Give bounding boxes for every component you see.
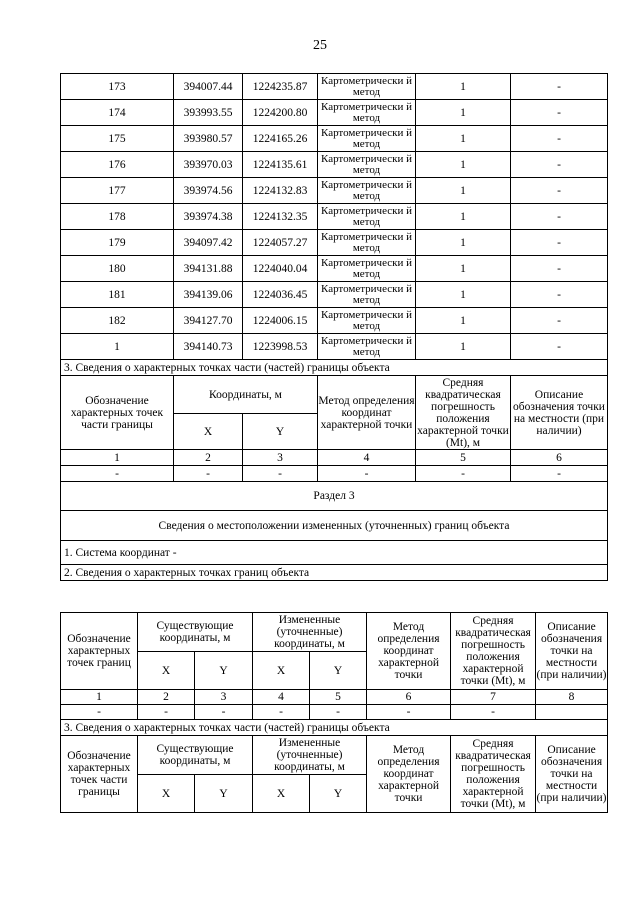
header-accuracy: Средняя квадратическая погрешность положения характерной точки (Mt), м xyxy=(451,736,536,813)
method-cell: Картометрически й метод xyxy=(318,126,416,152)
part-points-section xyxy=(61,360,608,581)
header-description: Описание обозначения точки на местности (при наличии) xyxy=(536,736,608,813)
column-number: 6 xyxy=(367,690,451,705)
empty-cell xyxy=(536,705,608,720)
method-cell: Картометрически й метод xyxy=(318,152,416,178)
coord-x-cell: 393980.57 xyxy=(174,126,243,152)
part-points-title: 3. Сведения о характерных точках части (частей) границы объекта xyxy=(61,360,608,376)
method-cell: Картометрически й метод xyxy=(318,204,416,230)
section-heading: Раздел 3 xyxy=(61,482,608,511)
method-cell: Картометрически й метод xyxy=(318,334,416,360)
point-number-cell: 173 xyxy=(61,74,174,100)
coordinates-table xyxy=(60,73,608,581)
coord-x-cell: 393970.03 xyxy=(174,152,243,178)
header-method: Метод определения координат характерной точки xyxy=(367,736,451,813)
point-number-cell: 181 xyxy=(61,282,174,308)
description-cell: - xyxy=(511,152,608,178)
point-number-cell: 174 xyxy=(61,100,174,126)
empty-cell: - xyxy=(174,466,243,482)
description-cell: - xyxy=(511,126,608,152)
description-cell: - xyxy=(511,256,608,282)
description-cell: - xyxy=(511,230,608,256)
method-cell: Картометрически й метод xyxy=(318,282,416,308)
coord-y-cell: 1224165.26 xyxy=(243,126,318,152)
coord-x-cell: 394139.06 xyxy=(174,282,243,308)
description-cell: - xyxy=(511,178,608,204)
coord-y-cell: 1223998.53 xyxy=(243,334,318,360)
description-cell: - xyxy=(511,74,608,100)
empty-cell: - xyxy=(61,705,138,720)
accuracy-cell: 1 xyxy=(416,230,511,256)
table-row xyxy=(61,204,608,230)
table-row xyxy=(61,308,608,334)
column-numbers-row xyxy=(61,450,608,466)
coord-y-cell: 1224036.45 xyxy=(243,282,318,308)
header-x: X xyxy=(253,775,310,813)
accuracy-cell: 1 xyxy=(416,100,511,126)
boundary-points-title: 2. Сведения о характерных точках границ объекта xyxy=(61,565,608,581)
accuracy-cell: 1 xyxy=(416,308,511,334)
coord-y-cell: 1224132.35 xyxy=(243,204,318,230)
column-number: 5 xyxy=(310,690,367,705)
table-row xyxy=(61,334,608,360)
table-row xyxy=(61,74,608,100)
point-number-cell: 1 xyxy=(61,334,174,360)
header-accuracy: Средняя квадратическая погрешность положения характерной точки (Mt), м xyxy=(451,613,536,690)
header-y: Y xyxy=(195,775,253,813)
coord-y-cell: 1224006.15 xyxy=(243,308,318,334)
accuracy-cell: 1 xyxy=(416,178,511,204)
method-cell: Картометрически й метод xyxy=(318,178,416,204)
part-points-title: 3. Сведения о характерных точках части (частей) границы объекта xyxy=(61,720,608,736)
header-coordinates: Координаты, м xyxy=(174,376,318,414)
empty-cell: - xyxy=(318,466,416,482)
header-y: Y xyxy=(195,652,253,690)
column-number: 2 xyxy=(174,450,243,466)
accuracy-cell: 1 xyxy=(416,74,511,100)
column-number: 1 xyxy=(61,690,138,705)
point-number-cell: 180 xyxy=(61,256,174,282)
header-changed-coordinates: Измененные (уточненные) координаты, м xyxy=(253,613,367,652)
description-cell: - xyxy=(511,204,608,230)
column-number: 5 xyxy=(416,450,511,466)
header-method: Метод определения координат характерной точки xyxy=(367,613,451,690)
accuracy-cell: 1 xyxy=(416,126,511,152)
empty-cell: - xyxy=(243,466,318,482)
empty-cell: - xyxy=(451,705,536,720)
column-number: 4 xyxy=(253,690,310,705)
method-cell: Картометрически й метод xyxy=(318,308,416,334)
method-cell: Картометрически й метод xyxy=(318,256,416,282)
coord-x-cell: 394007.44 xyxy=(174,74,243,100)
point-number-cell: 177 xyxy=(61,178,174,204)
boundary-points-table xyxy=(60,612,608,813)
empty-cell: - xyxy=(138,705,195,720)
empty-cell: - xyxy=(367,705,451,720)
point-number-cell: 182 xyxy=(61,308,174,334)
method-cell: Картометрически й метод xyxy=(318,74,416,100)
coord-x-cell: 394131.88 xyxy=(174,256,243,282)
header-description: Описание обозначения точки на местности (при наличии) xyxy=(511,376,608,450)
column-number: 3 xyxy=(243,450,318,466)
page-number: 25 xyxy=(313,38,327,53)
accuracy-cell: 1 xyxy=(416,256,511,282)
header-x: X xyxy=(174,414,243,450)
empty-row xyxy=(61,466,608,482)
point-number-cell: 179 xyxy=(61,230,174,256)
accuracy-cell: 1 xyxy=(416,204,511,230)
coordinate-system: 1. Система координат - xyxy=(61,541,608,565)
coord-y-cell: 1224040.04 xyxy=(243,256,318,282)
point-number-cell: 178 xyxy=(61,204,174,230)
coord-y-cell: 1224135.61 xyxy=(243,152,318,178)
point-number-cell: 176 xyxy=(61,152,174,178)
point-number-cell: 175 xyxy=(61,126,174,152)
column-number: 1 xyxy=(61,450,174,466)
accuracy-cell: 1 xyxy=(416,152,511,178)
description-cell: - xyxy=(511,308,608,334)
table-row xyxy=(61,126,608,152)
header-method: Метод определения координат характерной точки xyxy=(318,376,416,450)
column-number: 2 xyxy=(138,690,195,705)
empty-cell: - xyxy=(310,705,367,720)
table-row xyxy=(61,100,608,126)
header-changed-coordinates: Измененные (уточненные) координаты, м xyxy=(253,736,367,775)
description-cell: - xyxy=(511,282,608,308)
column-number: 8 xyxy=(536,690,608,705)
column-number: 7 xyxy=(451,690,536,705)
column-number: 4 xyxy=(318,450,416,466)
header-x: X xyxy=(138,775,195,813)
coord-x-cell: 394097.42 xyxy=(174,230,243,256)
coord-x-cell: 394140.73 xyxy=(174,334,243,360)
coordinates-table-body xyxy=(61,74,608,360)
table-row xyxy=(61,230,608,256)
header-designation: Обозначение характерных точек части границы xyxy=(61,736,138,813)
table-row xyxy=(61,152,608,178)
empty-cell: - xyxy=(511,466,608,482)
section-subtitle: Сведения о местоположении измененных (уточненных) границ объекта xyxy=(61,511,608,541)
empty-cell: - xyxy=(253,705,310,720)
empty-cell: - xyxy=(61,466,174,482)
coord-y-cell: 1224132.83 xyxy=(243,178,318,204)
accuracy-cell: 1 xyxy=(416,334,511,360)
header-accuracy: Средняя квадратическая погрешность положения характерной точки (Mt), м xyxy=(417,376,509,449)
empty-cell: - xyxy=(195,705,253,720)
empty-cell: - xyxy=(416,466,511,482)
accuracy-cell: 1 xyxy=(416,282,511,308)
header-y: Y xyxy=(310,652,367,690)
table-row xyxy=(61,256,608,282)
header-x: X xyxy=(253,652,310,690)
header-existing-coordinates: Существующие координаты, м xyxy=(138,613,253,652)
description-cell: - xyxy=(511,100,608,126)
coord-y-cell: 1224200.80 xyxy=(243,100,318,126)
method-cell: Картометрически й метод xyxy=(318,230,416,256)
header-designation: Обозначение характерных точек границ xyxy=(61,613,138,690)
header-y: Y xyxy=(310,775,367,813)
coord-x-cell: 393974.56 xyxy=(174,178,243,204)
coord-y-cell: 1224057.27 xyxy=(243,230,318,256)
header-description: Описание обозначения точки на местности (при наличии) xyxy=(536,613,608,690)
table-row xyxy=(61,282,608,308)
table-row xyxy=(61,178,608,204)
description-cell: - xyxy=(511,334,608,360)
header-existing-coordinates: Существующие координаты, м xyxy=(138,736,253,775)
header-designation: Обозначение характерных точек части границы xyxy=(61,376,174,450)
column-number: 6 xyxy=(511,450,608,466)
column-numbers-row xyxy=(61,690,608,705)
coord-x-cell: 393974.38 xyxy=(174,204,243,230)
coord-x-cell: 393993.55 xyxy=(174,100,243,126)
header-y: Y xyxy=(243,414,318,450)
empty-row xyxy=(61,705,608,720)
coord-y-cell: 1224235.87 xyxy=(243,74,318,100)
column-number: 3 xyxy=(195,690,253,705)
header-x: X xyxy=(138,652,195,690)
method-cell: Картометрически й метод xyxy=(318,100,416,126)
coord-x-cell: 394127.70 xyxy=(174,308,243,334)
